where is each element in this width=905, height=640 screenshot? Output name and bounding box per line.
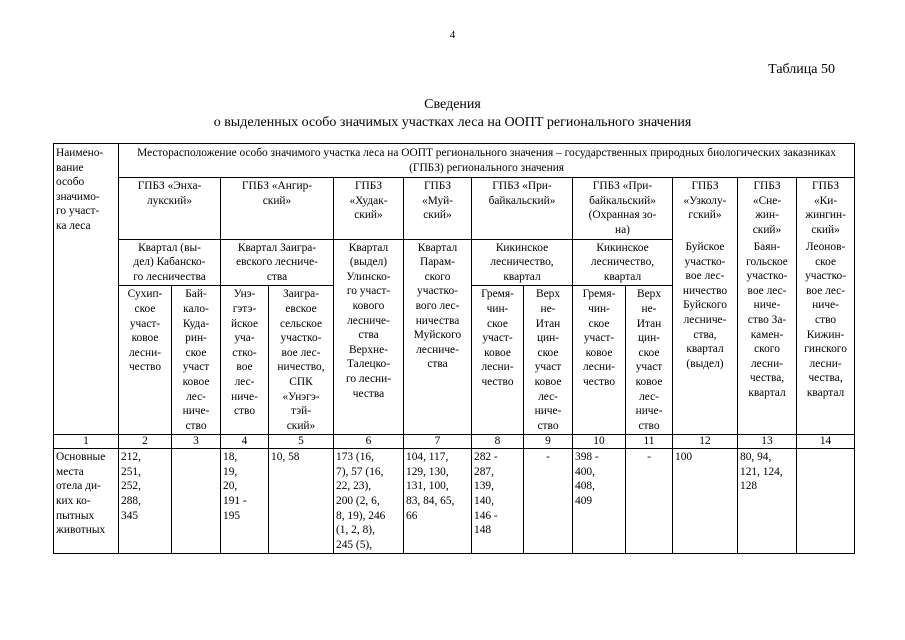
kvartal-khudaksky: Квартал (выдел) Улинско- го участ- кового лесниче- ства Верхне- Талецко- го лесни- чества <box>334 239 404 435</box>
sub-forestry-zaigraevskoe: Заигра- евское сельское участко- вое лес- ничество, СПК «Унэгэ- тэй- ский» <box>269 286 334 435</box>
table-cell <box>797 449 855 554</box>
table-cell: 10, 58 <box>269 449 334 554</box>
page-number: 4 <box>449 29 456 41</box>
column-number: 6 <box>334 435 404 449</box>
table-cell: 282 - 287, 139, 140, 146 - 148 <box>472 449 524 554</box>
title-line-1: Сведения <box>424 97 481 112</box>
forest-sites-table <box>53 143 855 554</box>
table-cell: 104, 117, 129, 130, 131, 100, 83, 84, 65, 66 <box>404 449 472 554</box>
table-cell <box>172 449 221 554</box>
sub-forestry-gremyachinskoe-2: Гремя- чин- ское участ- ковое лесни- чество <box>573 286 626 435</box>
sub-forestry-gremyachinskoe-1: Гремя- чин- ское участ- ковое лесни- чество <box>472 286 524 435</box>
column-number: 9 <box>524 435 573 449</box>
row-name-calving-sites: Основные места отела ди- ких ко- пытных животных <box>54 449 119 554</box>
zakaznik-muysky: ГПБЗ «Муй- ский» <box>404 178 472 239</box>
table-cell: 212, 251, 252, 288, 345 <box>119 449 172 554</box>
column-number: 1 <box>54 435 119 449</box>
kvartal-muysky: Квартал Парам- ского участко- вого лес- ничества Муйского лесниче- ства <box>404 239 472 435</box>
table-row <box>54 449 855 554</box>
column-number: 14 <box>797 435 855 449</box>
sub-forestry-baikalo-kudarinskoe: Бай- кало- Куда- рин- ское участ ковое лес- ниче- ство <box>172 286 221 435</box>
column-number: 5 <box>269 435 334 449</box>
zakaznik-snezhinsky: ГПБЗ «Сне- жин- ский» <box>738 178 797 239</box>
table-cell: 80, 94, 121, 124, 128 <box>738 449 797 554</box>
sub-forestry-sukhipskoe: Сухип- ское участ- ковое лесни- чество <box>119 286 172 435</box>
column-number: 4 <box>221 435 269 449</box>
zakaznik-pribaikalsky-buffer: ГПБЗ «При- байкальский» (Охранная зо- на) <box>573 178 673 239</box>
zakaznik-pribaikalsky: ГПБЗ «При- байкальский» <box>472 178 573 239</box>
title-line-2: о выделенных особо значимых участках леса на ООПТ регионального значения <box>213 115 692 130</box>
kvartal-kizhinginsky: Леонов- ское участко- вое лес- ниче- ство Кижин- гинского лесни- чества, квартал <box>797 239 855 435</box>
zakaznik-enkhaluksky: ГПБЗ «Энха- лукский» <box>119 178 221 239</box>
kvartal-enkhaluksky: Квартал (вы- дел) Кабанско- го лесничества <box>119 239 221 286</box>
table-cell: 173 (16, 7), 57 (16, 22, 23), 200 (2, 6, 8, 19), 246 (1, 2, 8), 245 (5), <box>334 449 404 554</box>
column-number: 3 <box>172 435 221 449</box>
column-numbers-row <box>54 435 855 449</box>
kvartal-pribaikalsky: Кикинское лесничество, квартал <box>472 239 573 286</box>
table-cell: - <box>524 449 573 554</box>
table-title <box>0 96 905 132</box>
col-header-name: Наимено- вание особо значимо- го участ- ка леса <box>54 144 119 435</box>
sub-forestry-unegeteiskoe: Унэ- гэтэ- йское уча- стко- вое лес- ниче- ство <box>221 286 269 435</box>
kvartal-pribaikalsky-buffer: Кикинское лесничество, квартал <box>573 239 673 286</box>
zakaznik-khudaksky: ГПБЗ «Худак- ский» <box>334 178 404 239</box>
column-number: 11 <box>626 435 673 449</box>
kvartal-snezhinsky: Баян- гольское участко- вое лес- ниче- ство За- камен- ского лесни- чества, квартал <box>738 239 797 435</box>
column-number: 10 <box>573 435 626 449</box>
column-number: 13 <box>738 435 797 449</box>
table-label: Таблица 50 <box>768 62 835 77</box>
column-number: 2 <box>119 435 172 449</box>
zakaznik-kizhinginsky: ГПБЗ «Ки- жингин- ский» <box>797 178 855 239</box>
table-cell: 398 - 400, 408, 409 <box>573 449 626 554</box>
col-header-location: Месторасположение особо значимого участка леса на ООПТ регионального значения – государственных природных биологических заказниках (ГПБЗ) регионального значения <box>119 144 855 178</box>
column-number: 8 <box>472 435 524 449</box>
table-cell: - <box>626 449 673 554</box>
column-number: 7 <box>404 435 472 449</box>
table-cell: 100 <box>673 449 738 554</box>
kvartal-uzkolugsky: Буйское участко- вое лес- ничество Буйского лесниче- ства, квартал (выдел) <box>673 239 738 435</box>
column-number: 12 <box>673 435 738 449</box>
sub-forestry-verkhne-itantsinskoe-1: Верх не- Итан цин- ское участ ковое лес- ниче- ство <box>524 286 573 435</box>
sub-forestry-verkhne-itantsinskoe-2: Верх не- Итан цин- ское участ ковое лес- ниче- ство <box>626 286 673 435</box>
zakaznik-uzkolugsky: ГПБЗ «Узколу- гский» <box>673 178 738 239</box>
table-cell: 18, 19, 20, 191 - 195 <box>221 449 269 554</box>
zakaznik-angirsky: ГПБЗ «Ангир- ский» <box>221 178 334 239</box>
kvartal-angirsky: Квартал Заигра- евского лесниче- ства <box>221 239 334 286</box>
